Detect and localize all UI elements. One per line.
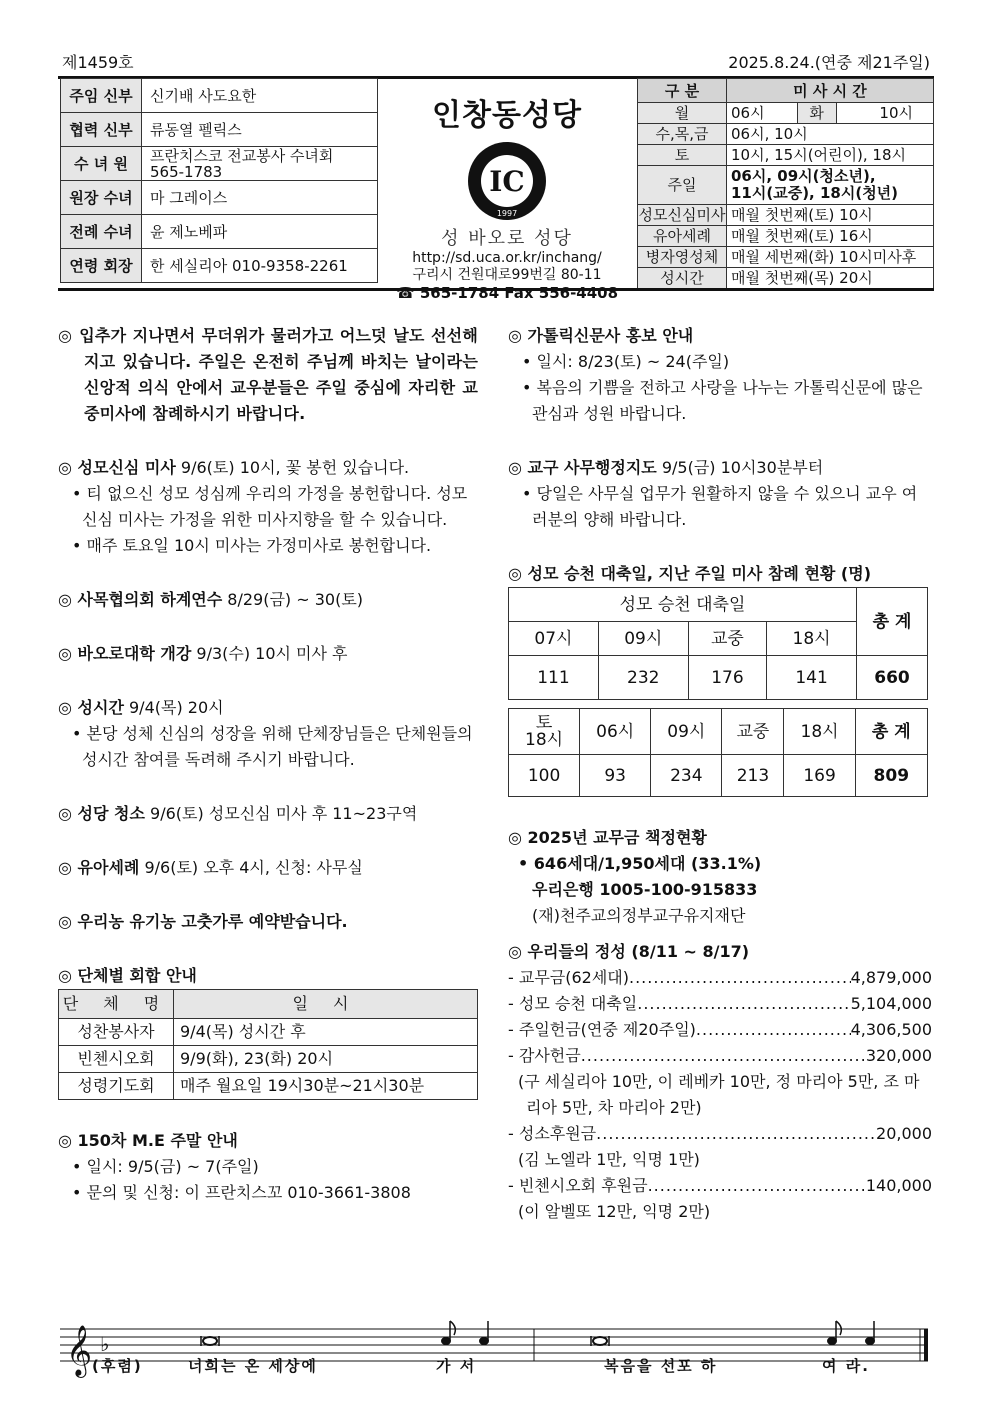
mass-schedule [637, 78, 934, 289]
notice-title: ◎ 가톨릭신문사 홍보 안내 [508, 326, 694, 345]
sched-value: 06시, 09시(청소년), 11시(교중), 18시(청년) [727, 166, 934, 205]
table-cell: 232 [598, 656, 688, 700]
meeting-table [58, 989, 478, 1100]
sched-label: 화 [797, 103, 836, 124]
notice-title: ◎ 성당 청소 9/6(토) 성모신심 미사 후 11~23구역 [58, 804, 418, 823]
offering-row: - 감사헌금 ..... 320,000 [508, 1043, 932, 1069]
lyric: 너희는 온 세상에 [188, 1357, 318, 1375]
staff-name: 프란치스코 전교봉사 수녀회 565-1783 [142, 147, 378, 181]
table-head: 06시 [580, 709, 651, 755]
church-block [378, 78, 636, 302]
notice-title: ◎ 150차 M.E 주말 안내 [58, 1131, 238, 1150]
church-phone: ☎ 565-1784 Fax 556-4408 [395, 284, 619, 302]
offering-note: (이 알벨또 12만, 익명 2만) [518, 1202, 711, 1221]
issue-number: 제1459호 [62, 53, 134, 72]
sched-label: 수,목,금 [638, 124, 727, 145]
notice-title: ◎ 우리들의 정성 (8/11 ~ 8/17) [508, 942, 750, 961]
lyric: (후렴) [92, 1357, 143, 1375]
notice-bullet: • 일시: 9/5(금) ~ 7(주일) [72, 1157, 259, 1176]
sched-value: 매월 첫번째(목) 20시 [727, 268, 934, 289]
quarter-note-icon [865, 1321, 875, 1345]
eighth-note-icon [827, 1321, 841, 1345]
table-cell: 213 [722, 755, 784, 797]
table-row: 성령기도회 매주 월요일 19시30분~21시30분 [59, 1073, 478, 1100]
lyric: 여 라. [822, 1357, 870, 1375]
notice-title: ◎ 단체별 회합 안내 [58, 966, 197, 985]
table-head: 교중 [688, 622, 766, 656]
sched-label: 성시간 [638, 268, 727, 289]
table-row: 성찬봉사자 9/4(목) 성시간 후 [59, 1019, 478, 1046]
church-url[interactable]: http://sd.uca.or.kr/inchang/ [412, 250, 602, 266]
eighth-note-icon [441, 1321, 455, 1345]
staff-name: 마 그레이스 [142, 181, 378, 215]
sched-value: 매월 첫번째(토) 10시 [727, 205, 934, 226]
offering-row: - 성소후원금 ..... 20,000 [508, 1121, 932, 1147]
lyric: 가 서 [436, 1357, 477, 1375]
staff-name: 한 세실리아 010-9358-2261 [142, 249, 378, 283]
right-column [508, 323, 932, 1225]
sched-label: 토 [638, 145, 727, 166]
staff-table [60, 78, 378, 283]
sched-label: 병자영성체 [638, 247, 727, 268]
table-cell: 93 [580, 755, 651, 797]
sched-value: 매월 세번째(화) 10시미사후 [727, 247, 934, 268]
attendance-table-1 [508, 587, 928, 700]
music-staff [60, 1300, 932, 1390]
staff-role: 연령 회장 [61, 249, 142, 283]
table-head: 토 18시 [509, 709, 580, 755]
lyric: 복음을 선포 하 [604, 1357, 718, 1375]
notice-title: ◎ 성모신심 미사 9/6(토) 10시, 꽃 봉헌 있습니다. [58, 458, 410, 477]
table-head: 총 계 [855, 709, 927, 755]
table-head: 09시 [598, 622, 688, 656]
sched-label: 유아세례 [638, 226, 727, 247]
patron: 성 바오로 성당 [441, 228, 573, 249]
offering-row: - 빈첸시오회 후원금 ..... 140,000 [508, 1173, 932, 1199]
notice-title: ◎ 2025년 교무금 책정현황 [508, 828, 707, 847]
staff-role: 협력 신부 [61, 113, 142, 147]
sched-head: 구 분 [638, 79, 727, 103]
issue-date: 2025.8.24.(연중 제21주일) [728, 53, 930, 72]
logo-text: IC [489, 165, 525, 198]
sched-head: 미 사 시 간 [727, 79, 934, 103]
church-name: 인창동성당 [432, 98, 582, 133]
sched-value: 10시, 15시(어린이), 18시 [727, 145, 934, 166]
staff-role: 원장 수녀 [61, 181, 142, 215]
meet-head: 일 시 [174, 990, 478, 1019]
table-cell: 141 [767, 656, 857, 700]
logo-year: 1997 [496, 209, 518, 218]
staff-role: 전례 수녀 [61, 215, 142, 249]
table-head: 교중 [722, 709, 784, 755]
notice-bullet: • 매주 토요일 10시 미사는 가정미사로 봉헌합니다. [72, 536, 432, 555]
sched-value: 06시, 10시 [727, 124, 934, 145]
notice-bullet: • 당일은 사무실 업무가 원활하지 않을 수 있으니 교우 여러분의 양해 바랍니다. [522, 484, 918, 529]
offering-row: - 성모 승천 대축일 ..... 5,104,000 [508, 991, 932, 1017]
pledge-line: 우리은행 1005-100-915833 [532, 880, 758, 899]
sched-value: 매월 첫번째(토) 16시 [727, 226, 934, 247]
table-head: 18시 [767, 622, 857, 656]
table-head: 총 계 [857, 588, 928, 656]
table-head: 07시 [509, 622, 599, 656]
quarter-note-icon [479, 1321, 489, 1345]
notice-bullet: • 티 없으신 성모 성심께 우리의 가정을 봉헌합니다. 성모신심 미사는 가정을 위한 미사지향을 할 수 있습니다. [72, 484, 468, 529]
table-cell: 660 [857, 656, 928, 700]
table-cell: 176 [688, 656, 766, 700]
pledge-line: • 646세대/1,950세대 (33.1%) [518, 854, 762, 873]
church-address: 구리시 건원대로99번길 80-11 [412, 267, 602, 283]
staff-name: 류동열 펠릭스 [142, 113, 378, 147]
pledge-line: (재)천주교의정부교구유지재단 [532, 906, 746, 925]
intro-message: ◎ 입추가 지나면서 무더위가 물러가고 어느덧 날도 선선해지고 있습니다. 주일은 온전히 주님께 바치는 날이라는 신앙적 의식 안에서 교우분들은 주일 중심에 자리한 교중미사에 참례하시기 바랍니다. [58, 326, 478, 423]
church-logo-icon [466, 140, 548, 222]
staff-role: 주임 신부 [61, 79, 142, 113]
notice-title: ◎ 성모 승천 대축일, 지난 주일 미사 참례 현황 (명) [508, 564, 872, 583]
notice-title: ◎ 우리농 유기농 고춧가루 예약받습니다. [58, 912, 348, 931]
table-cell: 809 [855, 755, 927, 797]
left-column [58, 323, 478, 1206]
offering-note: (김 노엘라 1만, 익명 1만) [518, 1150, 700, 1169]
sched-value: 06시 [727, 103, 798, 124]
notice-title: ◎ 성시간 9/4(목) 20시 [58, 698, 224, 717]
table-cell: 100 [509, 755, 580, 797]
notice-title: ◎ 교구 사무행정지도 9/5(금) 10시30분부터 [508, 458, 824, 477]
sched-value: 10시 [836, 103, 933, 124]
meet-head: 단 체 명 [59, 990, 174, 1019]
treble-clef-icon: 𝄞 [66, 1325, 93, 1376]
sched-label: 월 [638, 103, 727, 124]
notice-bullet: • 본당 성체 신심의 성장을 위해 단체장님들은 단체원들의 성시간 참여를 독려해 주시기 바랍니다. [72, 724, 473, 769]
header-bottom-rule [58, 288, 934, 291]
flat-sign-icon: ♭ [100, 1332, 110, 1356]
offering-note: (구 세실리아 10만, 이 레베카 10만, 정 마리아 5만, 조 마리아 5만, 차 마리아 2만) [518, 1072, 920, 1117]
attendance-table-2 [508, 708, 928, 797]
staff-role: 수 녀 원 [61, 147, 142, 181]
offering-row: - 교무금(62세대) ..... 4,879,000 [508, 965, 932, 991]
staff-name: 신기배 사도요한 [142, 79, 378, 113]
notice-bullet: • 복음의 기쁨을 전하고 사랑을 나누는 가톨릭신문에 많은 관심과 성원 바랍니다. [522, 378, 923, 423]
notice-title: ◎ 바오로대학 개강 9/3(수) 10시 미사 후 [58, 644, 348, 663]
table-head: 성모 승천 대축일 [509, 588, 857, 622]
table-head: 09시 [651, 709, 722, 755]
notice-bullet: • 문의 및 신청: 이 프란치스꼬 010-3661-3808 [72, 1183, 411, 1202]
sched-label: 주일 [638, 166, 727, 205]
table-cell: 169 [784, 755, 855, 797]
offering-row: - 주일헌금(연중 제20주일) ..... 4,306,500 [508, 1017, 932, 1043]
notice-title: ◎ 사목협의회 하계연수 8/29(금) ~ 30(토) [58, 590, 364, 609]
table-head: 18시 [784, 709, 855, 755]
notice-title: ◎ 유아세례 9/6(토) 오후 4시, 신청: 사무실 [58, 858, 363, 877]
table-row: 빈첸시오회 9/9(화), 23(화) 20시 [59, 1046, 478, 1073]
staff-name: 윤 제노베파 [142, 215, 378, 249]
notice-bullet: • 일시: 8/23(토) ~ 24(주일) [522, 352, 730, 371]
sched-label: 성모신심미사 [638, 205, 726, 224]
table-cell: 234 [651, 755, 722, 797]
table-cell: 111 [509, 656, 599, 700]
